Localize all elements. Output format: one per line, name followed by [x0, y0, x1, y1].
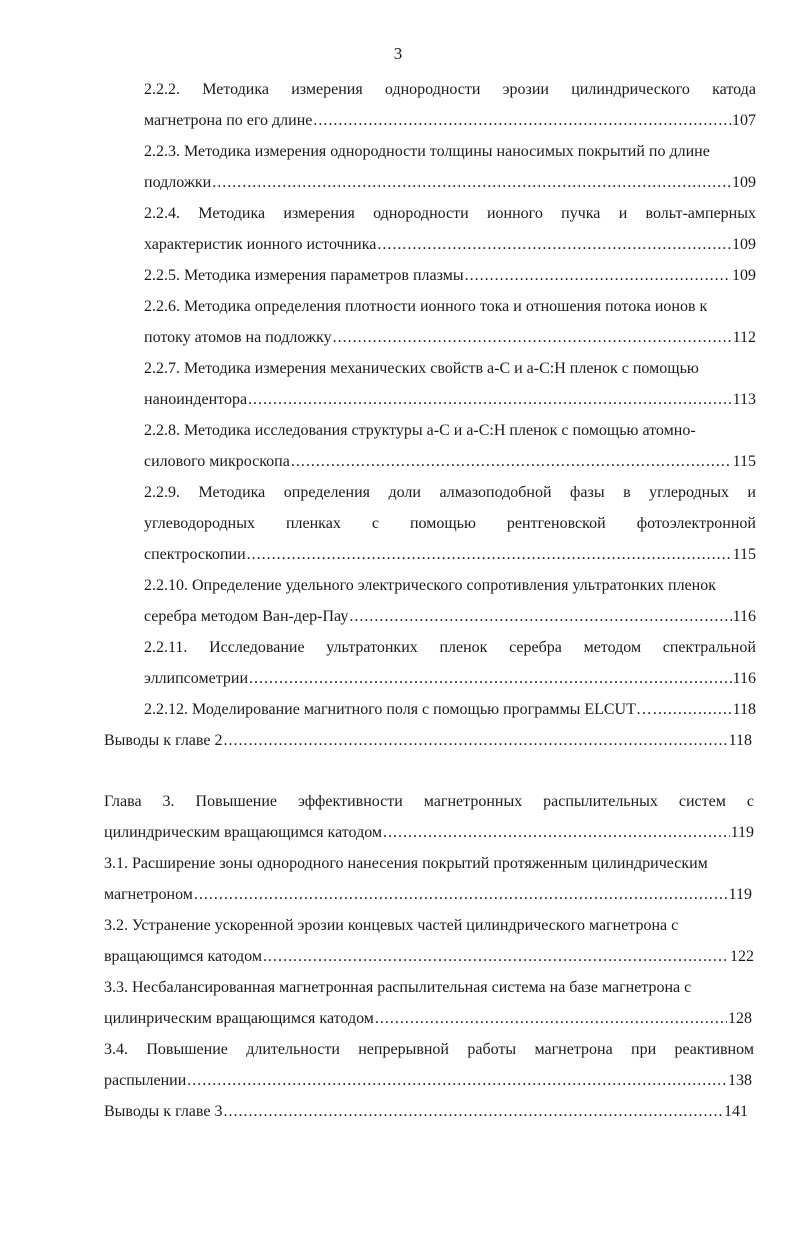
toc-entry-chapter-3-line2 — [104, 823, 754, 843]
leader-dots — [249, 669, 732, 689]
entry-title: 3.3. Несбалансированная магнетронная распылительная система на базе магнетрона с — [104, 979, 692, 996]
toc-entry-2-2-2-line1 — [144, 80, 756, 100]
toc-entry-3-1-line2 — [104, 885, 752, 905]
entry-page: 141 — [724, 1103, 748, 1120]
word: пленках — [285, 515, 341, 532]
entry-title: 2.2.7. Методика измерения механических свойств a-C и a-C:H пленок с помощью — [144, 360, 699, 377]
word: 3. — [162, 793, 175, 810]
entry-title: потоку атомов на подложку — [144, 329, 332, 346]
word: при — [631, 1041, 657, 1058]
entry-title: наноиндентора — [144, 391, 248, 408]
word: пучка — [561, 205, 601, 222]
toc-entry-3-4-line1 — [104, 1040, 754, 1060]
entry-title: подложки — [144, 174, 212, 191]
leader-dots — [653, 700, 732, 720]
word: работы — [467, 1041, 517, 1058]
word: 3.4. — [104, 1041, 128, 1058]
leader-dots — [333, 328, 732, 348]
entry-title: эллипсометрии — [144, 670, 249, 687]
leader-dots — [291, 452, 732, 472]
leader-dots — [223, 1102, 723, 1122]
word: помощью — [409, 515, 476, 532]
entry-page: 116 — [732, 670, 756, 687]
entry-title: 3.2. Устранение ускоренной эрозии концевых частей цилиндрического магнетрона с — [104, 917, 679, 934]
toc-entry-2-2-10-line2 — [144, 607, 756, 627]
toc-entry-2-2-11-line1 — [144, 638, 756, 658]
leader-dots — [263, 947, 729, 967]
toc-entry-conclusions-2 — [104, 731, 752, 751]
entry-page: 118 — [728, 732, 752, 749]
word: Глава — [104, 793, 142, 810]
leader-dots — [465, 266, 731, 286]
entry-page: 119 — [730, 824, 754, 841]
toc-entry-2-2-9-line2 — [144, 514, 756, 534]
word: рентгеновской — [506, 515, 606, 532]
word: эрозии — [502, 81, 549, 98]
leader-dots — [194, 885, 728, 905]
word: реактивном — [674, 1041, 754, 1058]
word: в — [623, 484, 631, 501]
toc-entry-3-3-line2 — [104, 1009, 752, 1029]
entry-title: 2.2.5. Методика измерения параметров плазмы — [144, 267, 464, 284]
leader-dots — [223, 731, 727, 751]
toc-entry-2-2-4-line1 — [144, 204, 756, 224]
leader-dots — [248, 390, 732, 410]
toc-entry-2-2-8-line1 — [144, 421, 756, 441]
toc-entry-3-3-line1 — [104, 978, 756, 998]
entry-title: 2.2.10. Определение удельного электрического сопротивления ультратонких пленок — [144, 577, 716, 594]
entry-title: магнетрона по его длине — [144, 112, 313, 129]
word: 2.2.11. — [144, 639, 188, 656]
word: с — [746, 793, 754, 810]
entry-title: Выводы к главе 2 — [104, 732, 223, 749]
entry-title: серебра методом Ван-дер-Пау — [144, 608, 349, 625]
entry-title: цилиндрическим вращающимся катодом — [104, 824, 383, 841]
toc-entry-2-2-10-line1 — [144, 576, 756, 596]
word: спектральной — [662, 639, 756, 656]
entry-page: 115 — [732, 546, 756, 563]
entry-title: 2.2.8. Методика исследования структуры a-C и a-C:H пленок с помощью атомно- — [144, 422, 696, 439]
entry-page: 122 — [730, 948, 754, 965]
entry-title: распылении — [104, 1072, 187, 1089]
word: и — [618, 205, 628, 222]
leader-dots — [375, 1009, 727, 1029]
entry-page: 118 — [732, 701, 756, 718]
word: вольт-амперных — [645, 205, 756, 222]
leader-dots — [383, 823, 730, 843]
leader-dots — [247, 545, 732, 565]
entry-title: 2.2.3. Методика измерения однородности толщины наносимых покрытий по длине — [144, 143, 710, 160]
word: Повышение — [195, 793, 278, 810]
toc-entry-chapter-3-line1 — [104, 792, 754, 812]
word: эффективности — [298, 793, 403, 810]
word: однородности — [384, 81, 481, 98]
word: магнетронных — [423, 793, 523, 810]
entry-page: 116 — [732, 608, 756, 625]
toc-entry-conclusions-3 — [104, 1102, 748, 1122]
word: углеводородных — [144, 515, 255, 532]
word: Методика — [198, 205, 266, 222]
entry-title: 2.2.12. Моделирование магнитного поля с помощью программы ELCUT… — [144, 701, 652, 718]
leader-dots — [377, 235, 731, 255]
toc-entry-2-2-12 — [144, 700, 756, 720]
toc-entry-3-2-line2 — [104, 947, 754, 967]
word: длительности — [246, 1041, 340, 1058]
word: однородности — [373, 205, 469, 222]
entry-page: 107 — [732, 112, 756, 129]
word: непрерывной — [358, 1041, 449, 1058]
word: распылительных — [543, 793, 658, 810]
toc-entry-2-2-5 — [144, 266, 756, 286]
entry-page: 109 — [732, 236, 756, 253]
word: фазы — [570, 484, 605, 501]
toc-entry-2-2-9-line3 — [144, 545, 756, 565]
entry-title: цилинрическим вращающимся катодом — [104, 1010, 374, 1027]
word: фотоэлектронной — [636, 515, 756, 532]
word: Повышение — [146, 1041, 228, 1058]
toc-entry-2-2-9-line1 — [144, 483, 756, 503]
entry-title: Выводы к главе 3 — [104, 1103, 223, 1120]
word: катода — [712, 81, 756, 98]
word: цилиндрического — [571, 81, 690, 98]
word: углеродных — [649, 484, 729, 501]
entry-page: 109 — [732, 174, 756, 191]
toc-entry-2-2-4-line2 — [144, 235, 756, 255]
leader-dots — [313, 111, 731, 131]
toc-entry-2-2-7-line1 — [144, 359, 756, 379]
word: пленок — [439, 639, 488, 656]
entry-page: 128 — [728, 1010, 752, 1027]
entry-page: 119 — [728, 886, 752, 903]
entry-page: 109 — [732, 267, 756, 284]
word: Исследование — [209, 639, 305, 656]
page-number: 3 — [393, 44, 403, 63]
word: доли — [388, 484, 421, 501]
word: 2.2.4. — [144, 205, 180, 222]
word: ультратонких — [326, 639, 418, 656]
entry-title: спектроскопии — [144, 546, 246, 563]
entry-title: характеристик ионного источника — [144, 236, 377, 253]
leader-dots — [187, 1071, 727, 1091]
toc-entry-2-2-11-line2 — [144, 669, 756, 689]
entry-title: 3.1. Расширение зоны однородного нанесения покрытий протяженным цилиндрическим — [104, 855, 708, 872]
word: 2.2.9. — [144, 484, 180, 501]
leader-dots — [349, 607, 731, 627]
toc-entry-2-2-2-line2 — [144, 111, 756, 131]
entry-title: магнетроном — [104, 886, 193, 903]
word: 2.2.2. — [144, 81, 180, 98]
word: и — [747, 484, 756, 501]
word: определения — [283, 484, 371, 501]
entry-title: силового микроскопа — [144, 453, 290, 470]
entry-page: 115 — [732, 453, 756, 470]
toc-entry-2-2-6-line1 — [144, 297, 756, 317]
word: алмазоподобной — [439, 484, 552, 501]
toc-entry-2-2-8-line2 — [144, 452, 756, 472]
toc-entry-3-4-line2 — [104, 1071, 752, 1091]
word: измерения — [283, 205, 355, 222]
word: методом — [583, 639, 642, 656]
entry-page: 113 — [732, 391, 756, 408]
toc-entry-2-2-7-line2 — [144, 390, 756, 410]
toc-entry-2-2-3-line1 — [144, 142, 756, 162]
toc-entry-2-2-3-line2 — [144, 173, 756, 193]
toc-entry-3-1-line1 — [104, 854, 756, 874]
word: систем — [678, 793, 726, 810]
word: серебра — [509, 639, 562, 656]
word: ионного — [486, 205, 543, 222]
word: Методика — [202, 81, 269, 98]
entry-page: 112 — [732, 329, 756, 346]
entry-page: 138 — [728, 1072, 752, 1089]
leader-dots — [212, 173, 731, 193]
entry-title: 2.2.6. Методика определения плотности ионного тока и отношения потока ионов к — [144, 298, 708, 315]
word: с — [371, 515, 379, 532]
toc-entry-3-2-line1 — [104, 916, 756, 936]
toc-entry-2-2-6-line2 — [144, 328, 756, 348]
word: Методика — [198, 484, 266, 501]
word: магнетрона — [534, 1041, 613, 1058]
entry-title: вращающимся катодом — [104, 948, 262, 965]
word: измерения — [291, 81, 363, 98]
